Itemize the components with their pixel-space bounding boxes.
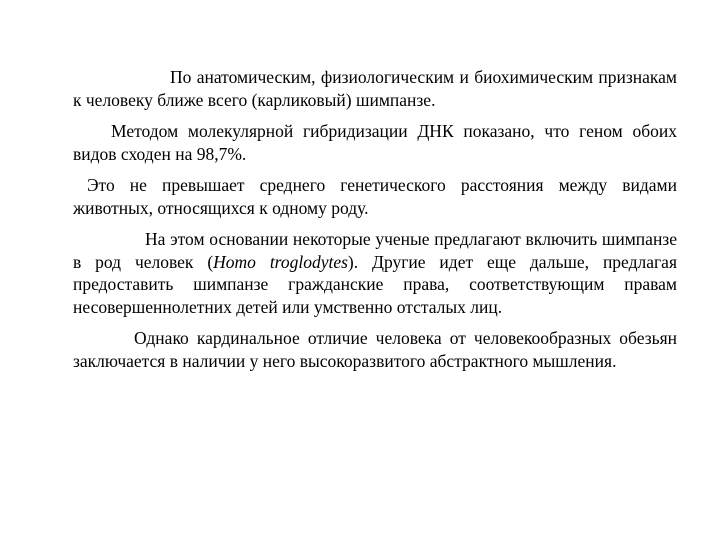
latin-species-name: Homo troglodytes: [213, 251, 348, 272]
paragraph-anatomical-similarity: По анатомическим, физиологическим и биохимическим признакам к человеку ближе всего (карликовый) шимпанзе.: [73, 67, 677, 110]
paragraph-abstract-thinking: Однако кардинальное отличие человека от человекообразных обезьян заключается в наличии у него высокоразвитого абстрактного мышления.: [73, 328, 677, 371]
paragraph-homo-troglodytes-before: На этом основании некоторые ученые предлагают включить шимпанзе в род человек (: [73, 229, 677, 272]
paragraph-homo-troglodytes-after: ). Другие идет еще дальше, предлагая предоставить шимпанзе гражданские права, соответствующим правам несовершеннолетних детей или умственно отсталых лиц.: [73, 251, 677, 317]
paragraph-dna-hybridization: Методом молекулярной гибридизации ДНК показано, что геном обоих видов сходен на 98,7%.: [73, 121, 677, 164]
slide-text-body: [73, 66, 677, 372]
paragraph-homo-troglodytes: [73, 228, 677, 318]
paragraph-genetic-distance: Это не превышает среднего генетического расстояния между видами животных, относящихся к одному роду.: [73, 175, 677, 218]
